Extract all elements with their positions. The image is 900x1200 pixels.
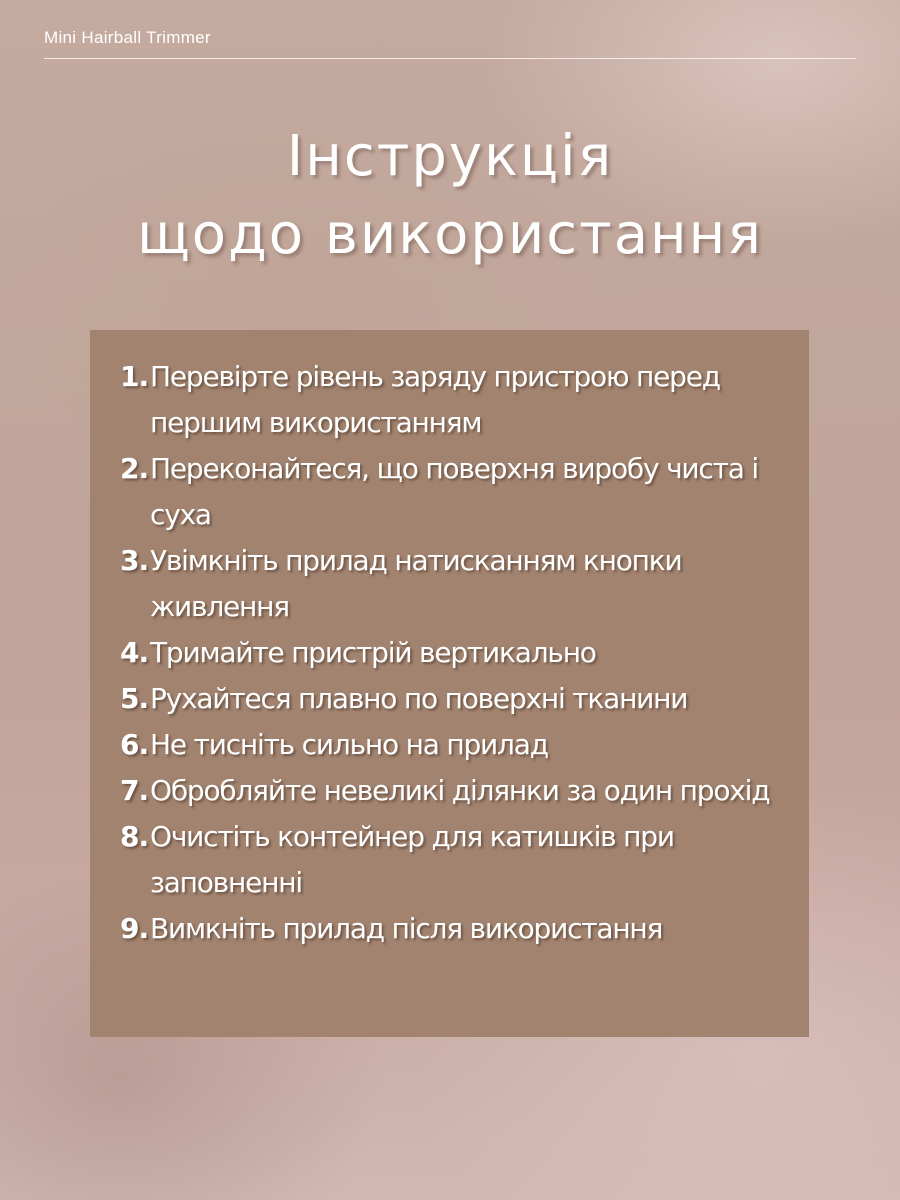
step-number: 2.	[120, 452, 149, 485]
brand-name: Mini Hairball Trimmer	[44, 28, 211, 47]
step-text: Обробляйте невеликі ділянки за один прохід	[150, 774, 770, 807]
title-line-2: щодо використання	[137, 202, 763, 267]
step-number: 7.	[120, 774, 149, 807]
instructions-panel	[90, 330, 809, 1037]
step-number: 6.	[120, 728, 149, 761]
step-text: Рухайтеся плавно по поверхні тканини	[150, 682, 688, 715]
step-number: 1.	[120, 360, 149, 393]
step-number: 3.	[120, 544, 149, 577]
instruction-step-5	[120, 676, 800, 722]
instruction-step-6	[120, 722, 800, 768]
step-number: 8.	[120, 820, 149, 853]
step-text: Не тисніть сильно на прилад	[150, 728, 548, 761]
instruction-step-4	[120, 630, 800, 676]
step-text: Переконайтеся, що поверхня виробу чиста і суха	[150, 452, 758, 531]
step-text: Тримайте пристрій вертикально	[150, 636, 596, 669]
step-number: 5.	[120, 682, 149, 715]
instruction-step-3	[120, 538, 800, 630]
title-line-1: Інструкція	[286, 124, 614, 189]
instruction-step-7	[120, 768, 800, 814]
step-text: Очистіть контейнер для катишків при заповненні	[150, 820, 674, 899]
step-text: Вимкніть прилад після використання	[150, 912, 663, 945]
instructions-list	[120, 354, 800, 952]
page-title	[0, 118, 900, 274]
instruction-step-9	[120, 906, 800, 952]
step-text: Увімкніть прилад натисканням кнопки живлення	[150, 544, 682, 623]
header	[44, 26, 856, 59]
step-number: 4.	[120, 636, 149, 669]
step-number: 9.	[120, 912, 149, 945]
instruction-step-2	[120, 446, 800, 538]
instruction-step-1	[120, 354, 800, 446]
step-text: Перевірте рівень заряду пристрою перед першим використанням	[150, 360, 720, 439]
instruction-step-8	[120, 814, 800, 906]
